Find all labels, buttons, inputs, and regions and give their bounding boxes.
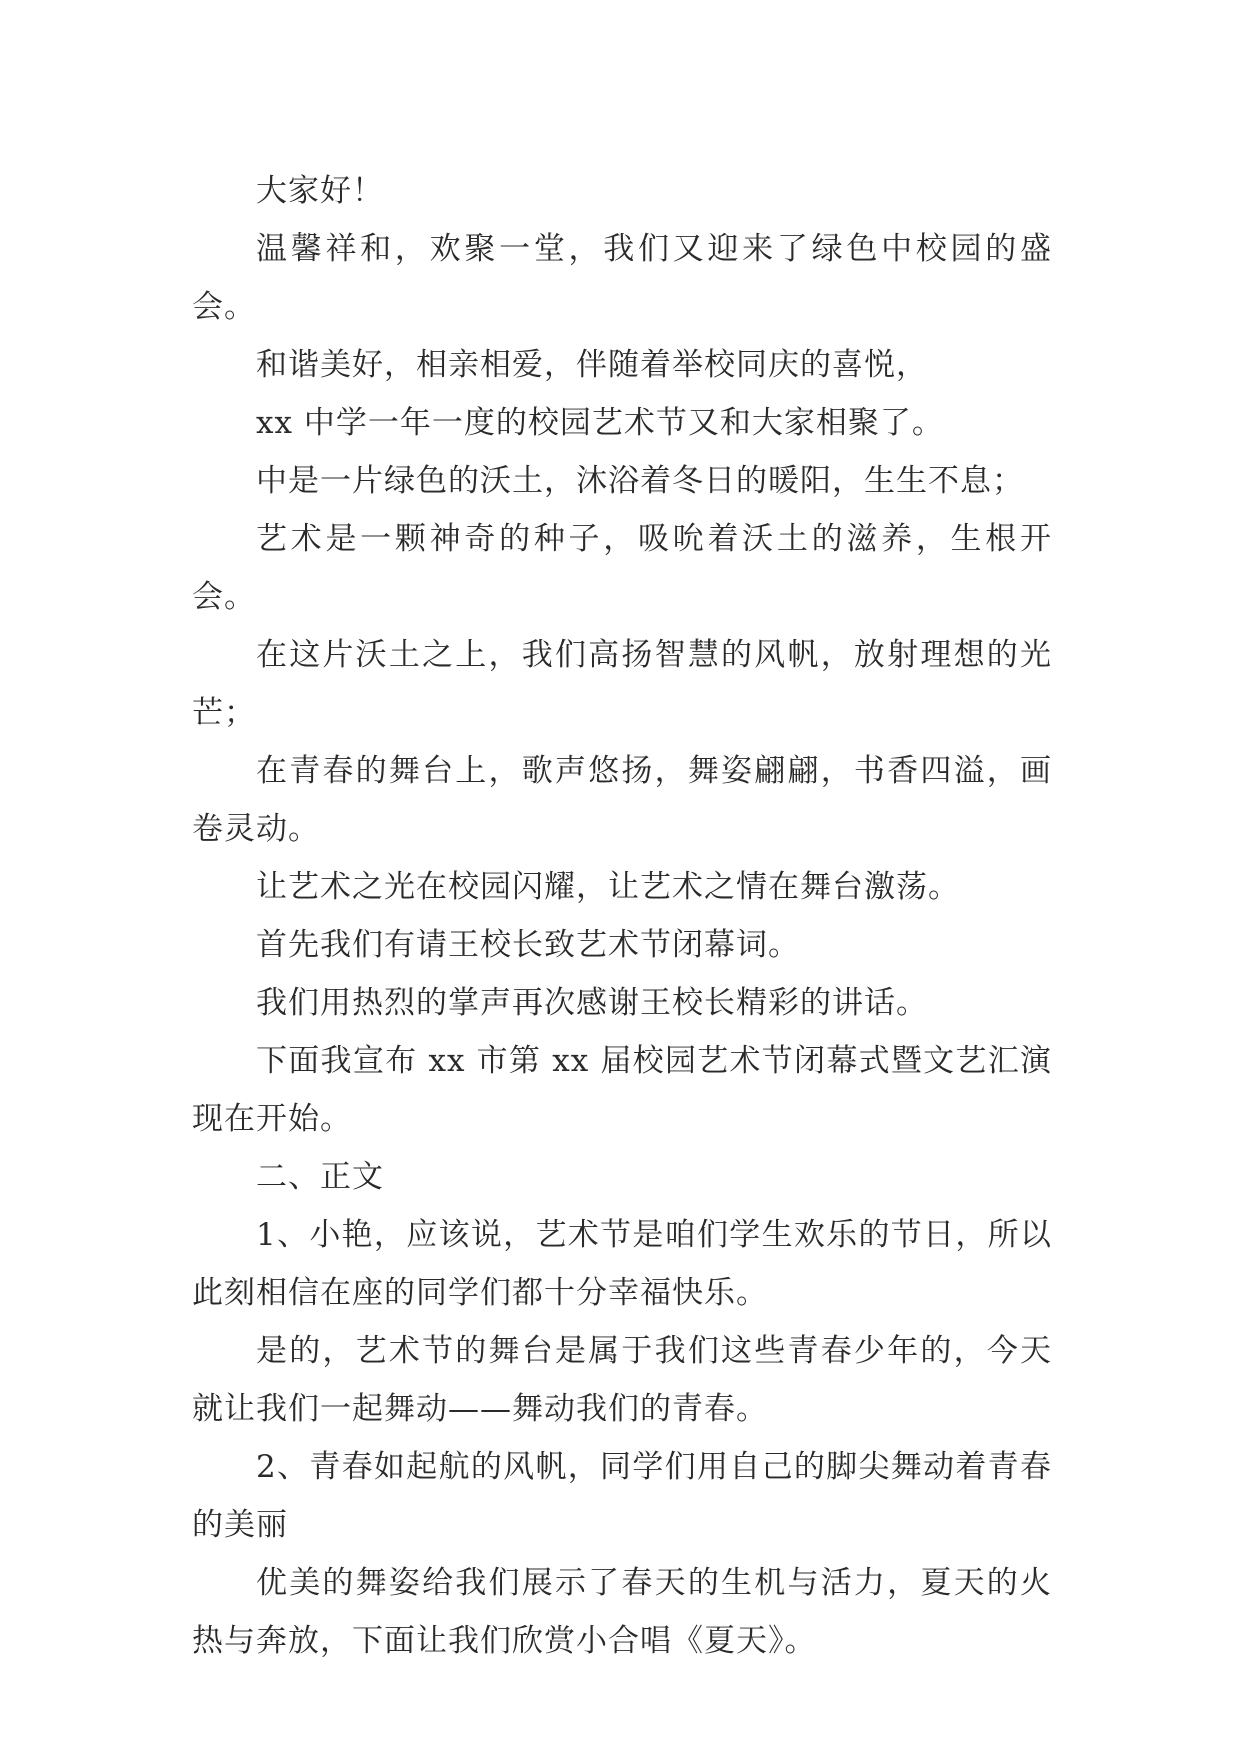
paragraph: 让艺术之光在校园闪耀，让艺术之情在舞台激荡。 — [256, 869, 960, 905]
paragraph: 中是一片绿色的沃土，沐浴着冬日的暖阳，生生不息； — [256, 463, 1024, 499]
paragraph: 我们用热烈的掌声再次感谢王校长精彩的讲话。 — [256, 985, 928, 1021]
document-body — [192, 162, 1052, 1670]
paragraph: 1、小艳，应该说，艺术节是咱们学生欢乐的节日，所以此刻相信在座的同学们都十分幸福快乐。 — [192, 1217, 1052, 1311]
paragraph: 是的，艺术节的舞台是属于我们这些青春少年的，今天就让我们一起舞动——舞动我们的青春。 — [192, 1333, 1052, 1427]
paragraph: 下面我宣布 xx 市第 xx 届校园艺术节闭幕式暨文艺汇演现在开始。 — [192, 1043, 1052, 1137]
paragraph: 优美的舞姿给我们展示了春天的生机与活力，夏天的火热与奔放，下面让我们欣赏小合唱《夏天》。 — [192, 1565, 1052, 1659]
paragraph: 和谐美好，相亲相爱，伴随着举校同庆的喜悦， — [256, 347, 928, 383]
paragraph: 2、青春如起航的风帆，同学们用自己的脚尖舞动着青春的美丽 — [192, 1449, 1052, 1543]
paragraph: 在青春的舞台上，歌声悠扬，舞姿翩翩，书香四溢，画卷灵动。 — [192, 753, 1052, 847]
paragraph: xx 中学一年一度的校园艺术节又和大家相聚了。 — [256, 405, 944, 441]
section-heading: 二、正文 — [256, 1159, 384, 1195]
paragraph: 首先我们有请王校长致艺术节闭幕词。 — [256, 927, 800, 963]
paragraph: 艺术是一颗神奇的种子，吸吮着沃土的滋养，生根开会。 — [192, 521, 1052, 615]
paragraph-greeting: 大家好！ — [256, 173, 384, 209]
paragraph: 在这片沃土之上，我们高扬智慧的风帆，放射理想的光芒； — [192, 637, 1052, 731]
paragraph: 温馨祥和，欢聚一堂，我们又迎来了绿色中校园的盛会。 — [192, 231, 1052, 325]
